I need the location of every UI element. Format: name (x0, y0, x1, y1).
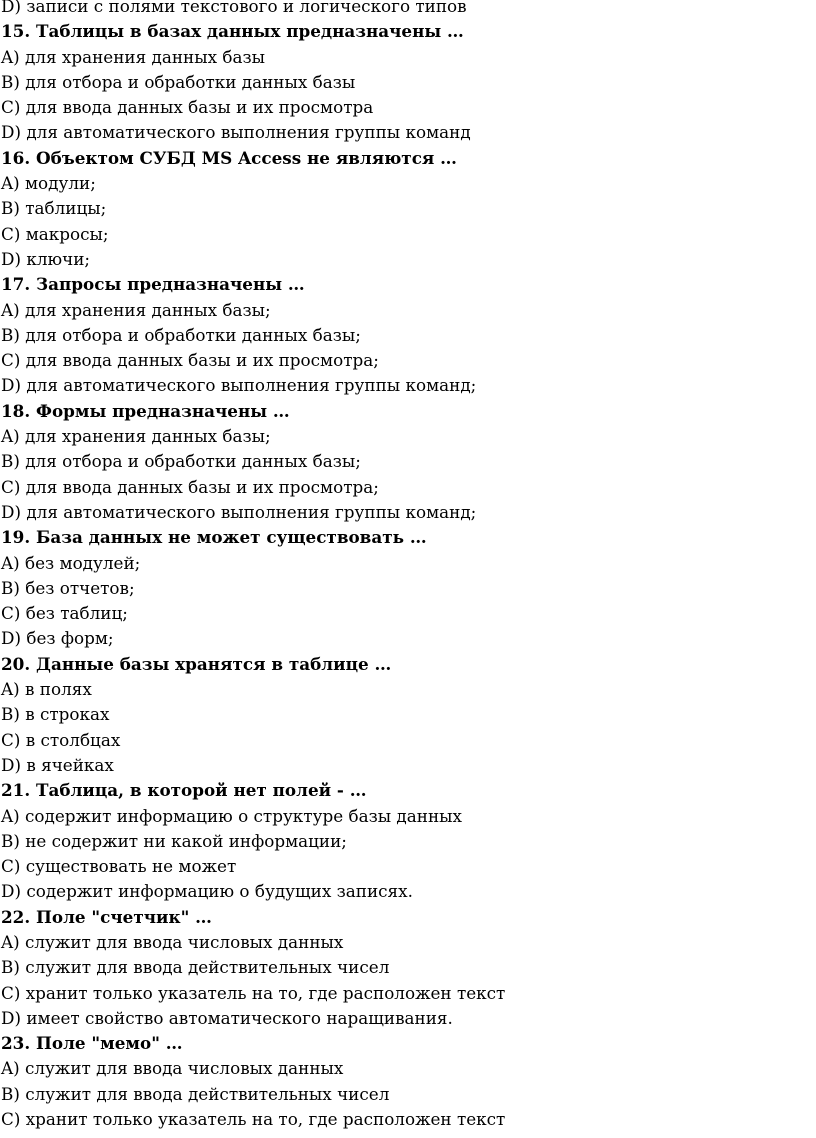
answer-option: A) для хранения данных базы; (1, 426, 271, 447)
answer-option: C) хранит только указатель на то, где расположен текст (1, 1109, 506, 1130)
answer-option: D) для автоматического выполнения группы команд (1, 122, 471, 143)
answer-option: C) в столбцах (1, 729, 121, 750)
answer-option: D) ключи; (1, 248, 91, 269)
answer-option: A) для хранения данных базы; (1, 299, 271, 320)
answer-option: C) существовать не может (1, 856, 237, 877)
answer-option: D) в ячейках (1, 754, 114, 775)
answer-option: B) в строках (1, 704, 110, 725)
answer-option: B) служит для ввода действительных чисел (1, 957, 390, 978)
answer-option: D) содержит информацию о будущих записях. (1, 881, 413, 902)
answer-option: D) записи с полями текстового и логического типов (1, 0, 467, 16)
answer-option: B) служит для ввода действительных чисел (1, 1083, 390, 1104)
question-heading: 23. Поле "мемо" … (1, 1033, 183, 1054)
answer-option: C) без таблиц; (1, 603, 128, 624)
answer-option: B) для отбора и обработки данных базы; (1, 324, 361, 345)
question-heading: 18. Формы предназначены … (1, 400, 290, 421)
question-heading: 17. Запросы предназначены … (1, 274, 305, 295)
answer-option: C) для ввода данных базы и их просмотра; (1, 350, 379, 371)
question-heading: 21. Таблица, в которой нет полей - … (1, 780, 367, 801)
question-heading: 16. Объектом СУБД MS Access не являются … (1, 147, 457, 168)
answer-option: B) для отбора и обработки данных базы (1, 71, 356, 92)
answer-option: A) без модулей; (1, 552, 141, 573)
answer-option: A) в полях (1, 679, 92, 700)
answer-option: B) для отбора и обработки данных базы; (1, 451, 361, 472)
answer-option: A) служит для ввода числовых данных (1, 1058, 344, 1079)
answer-option: D) для автоматического выполнения группы команд; (1, 375, 477, 396)
question-heading: 20. Данные базы хранятся в таблице … (1, 653, 392, 674)
answer-option: D) имеет свойство автоматического наращивания. (1, 1007, 453, 1028)
answer-option: D) для автоматического выполнения группы команд; (1, 501, 477, 522)
answer-option: C) для ввода данных базы и их просмотра (1, 97, 374, 118)
answer-option: D) без форм; (1, 628, 114, 649)
question-heading: 15. Таблицы в базах данных предназначены … (1, 21, 464, 42)
question-heading: 19. База данных не может существовать … (1, 527, 427, 548)
answer-option: C) хранит только указатель на то, где расположен текст (1, 982, 506, 1003)
answer-option: A) служит для ввода числовых данных (1, 931, 344, 952)
answer-option: B) не содержит ни какой информации; (1, 830, 347, 851)
answer-option: A) содержит информацию о структуре базы данных (1, 805, 462, 826)
answer-option: A) модули; (1, 173, 96, 194)
answer-option: B) таблицы; (1, 198, 107, 219)
answer-option: C) для ввода данных базы и их просмотра; (1, 476, 379, 497)
answer-option: B) без отчетов; (1, 577, 135, 598)
answer-option: C) макросы; (1, 223, 109, 244)
answer-option: A) для хранения данных базы (1, 46, 266, 67)
question-heading: 22. Поле "счетчик" … (1, 906, 212, 927)
